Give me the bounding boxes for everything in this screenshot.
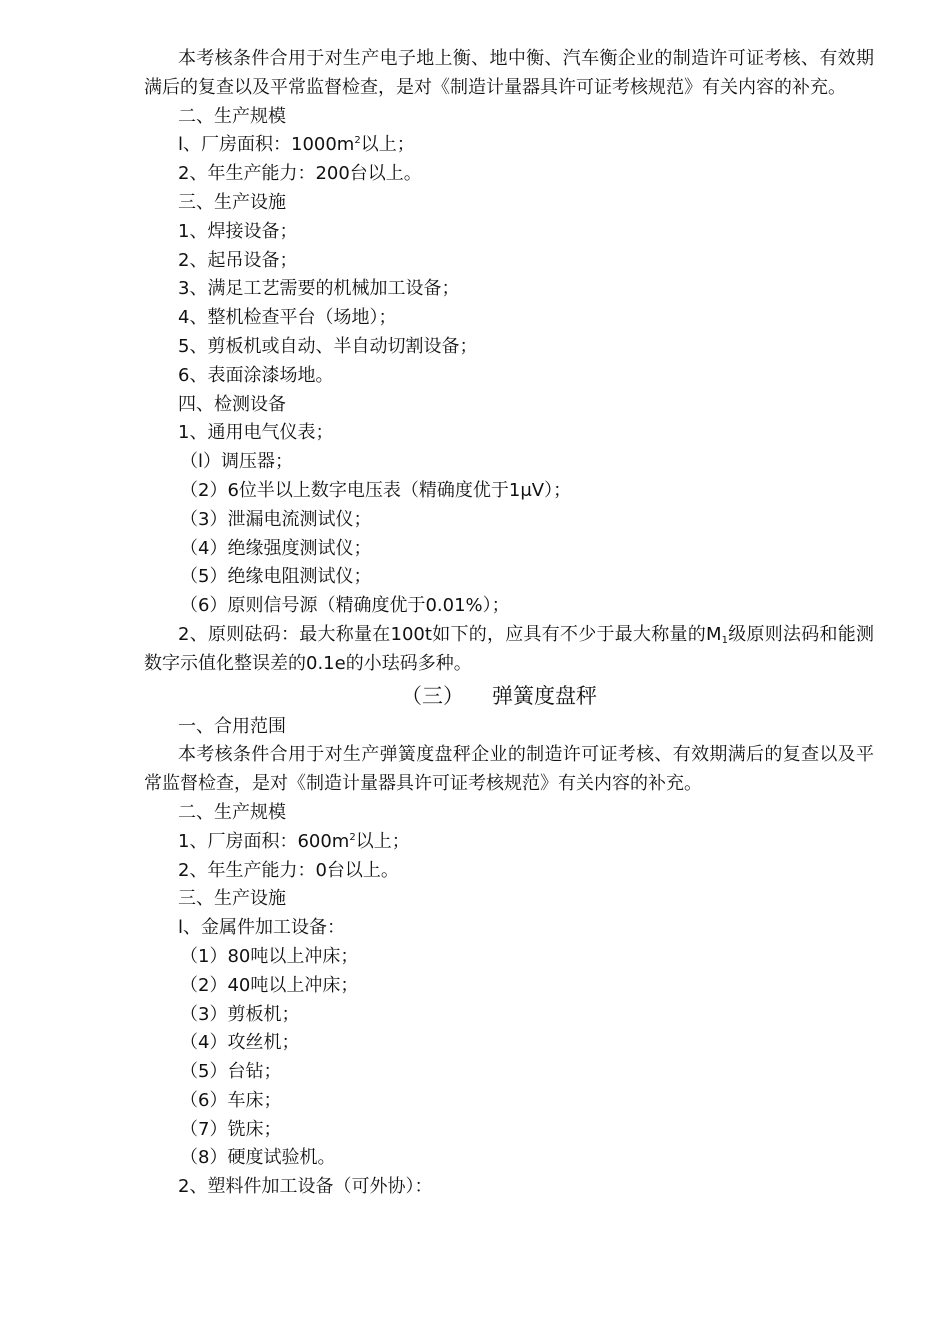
testing-sub-item: （5）绝缘电阻测试仪；: [180, 566, 372, 588]
metal-item: （5）台钻；: [180, 1061, 282, 1083]
facility-item: 1、焊接设备；: [178, 220, 298, 242]
section-iii-intro: 本考核条件合用于对生产弹簧度盘秤企业的制造许可证考核、有效期满后的复查以及平常监督检查，是对《制造计量器具许可证考核规范》有关内容的补充。: [144, 744, 874, 795]
production-facilities-heading: 三、生产设施: [178, 888, 286, 910]
section-iii-heading: [144, 680, 874, 712]
metal-item: （6）车床；: [180, 1089, 282, 1111]
scope-heading: 一、合用范围: [178, 715, 286, 737]
section-ii-intro: 本考核条件合用于对生产电子地上衡、地中衡、汽车衡企业的制造许可证考核、有效期满后的复查以及平常监督检查，是对《制造计量器具许可证考核规范》有关内容的补充。: [144, 48, 874, 98]
testing-sub-item: （3）泄漏电流测试仪；: [180, 508, 372, 530]
annual-capacity-line: 2、年生产能力：200台以上。: [178, 163, 422, 185]
standard-weights-paragraph: 2、原则砝码：最大称量在100t如下的，应具有不少于最大称量的$M_1$级原则法码和能测数字示值化整误差的0.1e的小珐码多种。: [144, 623, 875, 674]
metal-item: （2）40吨以上冲床；: [180, 974, 359, 996]
section-iii-title: 弹簧度盘秤: [492, 683, 597, 708]
factory-area-line: l、厂房面积：$1000m^2$以上；: [178, 134, 415, 156]
facility-item: 2、起吊设备；: [178, 249, 298, 271]
production-facilities-heading: 三、生产设施: [178, 191, 286, 213]
facility-item: 6、表面涂漆场地。: [178, 364, 334, 386]
facility-item: 5、剪板机或自动、半自动切割设备；: [178, 335, 478, 357]
annual-capacity-line: 2、年生产能力：0台以上。: [178, 859, 399, 881]
testing-sub-item: （2）6位半以上数字电压表（精确度优于1μV）；: [180, 479, 572, 501]
production-scale-heading: 二、生产规模: [178, 801, 286, 823]
metal-item: （7）铣床；: [180, 1118, 282, 1140]
testing-sub-item: （l）调压器；: [180, 451, 294, 473]
metal-item: （1）80吨以上冲床；: [180, 945, 359, 967]
testing-sub-item: （6）原则信号源（精确度优于0.01%）；: [180, 595, 510, 617]
facility-item: 3、满足工艺需要的机械加工设备；: [178, 278, 460, 300]
production-scale-heading: 二、生产规模: [178, 105, 286, 127]
testing-sub-item: （4）绝缘强度测试仪；: [180, 537, 372, 559]
plastic-processing-heading: 2、塑料件加工设备（可外协）：: [178, 1176, 433, 1198]
metal-item: （3）剪板机；: [180, 1003, 300, 1025]
section-iii-number: （三）: [401, 683, 464, 708]
facility-item: 4、整机检查平台（场地）；: [178, 307, 397, 329]
factory-area-line: 1、厂房面积：$600m^2$以上；: [178, 830, 410, 852]
testing-item: 1、通用电气仪表；: [178, 422, 334, 444]
document-page: [144, 45, 874, 1202]
metal-item: （4）攻丝机；: [180, 1032, 300, 1054]
metal-processing-heading: l、金属件加工设备：: [178, 917, 346, 939]
metal-item: （8）硬度试验机。: [180, 1147, 336, 1169]
testing-equipment-heading: 四、检测设备: [178, 393, 286, 415]
